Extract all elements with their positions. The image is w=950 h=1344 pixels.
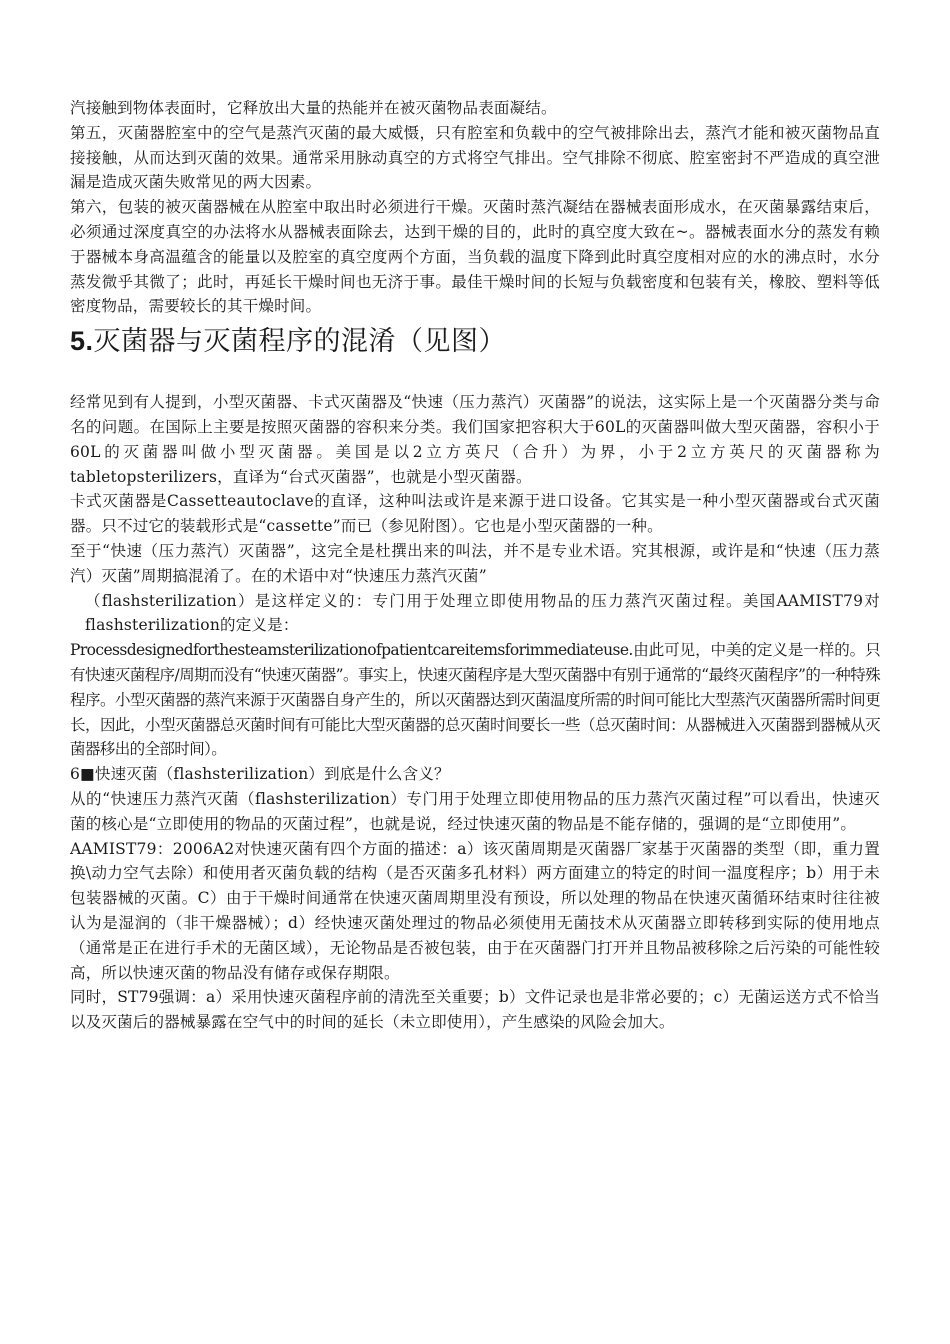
paragraph-indented: （flashsterilization）是这样定义的：专门用于处理立即使用物品的压力蒸汽灭菌过程。美国AAMIST79对flashsterilization的定义是： (85, 591, 880, 635)
document-page (70, 96, 880, 1035)
paragraph: AAMIST79：2006A2对快速灭菌有四个方面的描述：a）该灭菌周期是灭菌器厂家基于灭菌器的类型（即，重力置换\动力空气去除）和使用者灭菌负载的结构（是否灭菌多孔材料）两方面建立的特定的时间一温度程序；b）用于未包装器械的灭菌。C）由于干燥时间通常在快速灭菌周期里没有预设，所以处理的物品在快速灭菌循环结束时往往被认为是湿润的（非干燥器械）；d）经快速灭菌处理过的物品必须使用无菌技术从灭菌器立即转移到实际的使用地点（通常是正在进行手术的无菌区域），无论物品是否被包装，由于在灭菌器门打开并且物品被移除之后污染的可能性较高，所以快速灭菌的物品没有储存或保存期限。 (70, 839, 880, 982)
paragraph: 第六，包装的被灭菌器械在从腔室中取出时必须进行干燥。灭菌时蒸汽凝结在器械表面形成水，在灭菌暴露结束后，必须通过深度真空的办法将水从器械表面除去，达到干燥的目的，此时的真空度大致在~。器械表面水分的蒸发有赖于器械本身高温蕴含的能量以及腔室的真空度两个方面，当负载的温度下降到此时真空度相对应的水的沸点时，水分蒸发微乎其微了；此时，再延长干燥时间也无济于事。最佳干燥时间的长短与负载密度和包装有关，橡胶、塑料等低密度物品，需要较长的其干燥时间。 (70, 198, 880, 316)
paragraph-english: Processdesignedforthesteamsterilizationofpatientcareitemsforimmediateuse.由此可见，中美的定义是一样的。只有快速灭菌程序/周期而没有“快速灭菌器”。事实上，快速灭菌程序是大型灭菌器中有别于通常的“最终灭菌程序”的一种特殊程序。小型灭菌器的蒸汽来源于灭菌器自身产生的，所以灭菌器达到灭菌温度所需的时间可能比大型蒸汽灭菌器所需时间更长，因此，小型灭菌器总灭菌时间有可能比大型灭菌器的总灭菌时间要长一些（总灭菌时间：从器械进入灭菌器到器械从灭菌器移出的全部时间）。 (70, 641, 880, 759)
paragraph: 同时，ST79强调：a）采用快速灭菌程序前的清洗至关重要；b）文件记录也是非常必要的；c）无菌运送方式不恰当以及灭菌后的器械暴露在空气中的时间的延长（未立即使用），产生感染的风险会加大。 (70, 988, 880, 1032)
paragraph: 经常见到有人提到，小型灭菌器、卡式灭菌器及“快速（压力蒸汽）灭菌器”的说法，这实际上是一个灭菌器分类与命名的问题。在国际上主要是按照灭菌器的容积来分类。我们国家把容积大于60L的灭菌器叫做大型灭菌器，容积小于60L的灭菌器叫做小型灭菌器。美国是以2立方英尺（合升）为界，小于2立方英尺的灭菌器称为tabletopsterilizers，直译为“台式灭菌器”，也就是小型灭菌器。 (70, 393, 880, 486)
paragraph: 汽接触到物体表面时，它释放出大量的热能并在被灭菌物品表面凝结。 (70, 99, 557, 117)
section-title: 灭菌器与灭菌程序的混淆（见图） (93, 326, 507, 358)
paragraph: 卡式灭菌器是Cassetteautoclave的直译，这种叫法或许是来源于进口设备。它其实是一种小型灭菌器或台式灭菌器。只不过它的装载形式是“cassette”而已（参见附图）。它也是小型灭菌器的一种。 (70, 492, 880, 536)
subheading: 6■快速灭菌（flashsterilization）到底是什么含义？ (70, 765, 450, 784)
section-number: 5. (70, 326, 94, 357)
section-heading (70, 321, 880, 362)
paragraph: 从的“快速压力蒸汽灭菌（flashsterilization）专门用于处理立即使用物品的压力蒸汽灭菌过程”可以看出，快速灭菌的核心是“立即使用的物品的灭菌过程”，也就是说，经过快速灭菌的物品是不能存储的，强调的是“立即使用”。 (70, 789, 880, 833)
paragraph: 至于“快速（压力蒸汽）灭菌器”，这完全是杜撰出来的叫法，并不是专业术语。究其根源，或许是和“快速（压力蒸汽）灭菌”周期搞混淆了。在的术语中对“快速压力蒸汽灭菌” (70, 541, 880, 585)
paragraph: 第五，灭菌器腔室中的空气是蒸汽灭菌的最大威慑，只有腔室和负载中的空气被排除出去，蒸汽才能和被灭菌物品直接接触，从而达到灭菌的效果。通常采用脉动真空的方式将空气排出。空气排除不彻底、腔室密封不严造成的真空泄漏是造成灭菌失败常见的两大因素。 (70, 123, 880, 192)
